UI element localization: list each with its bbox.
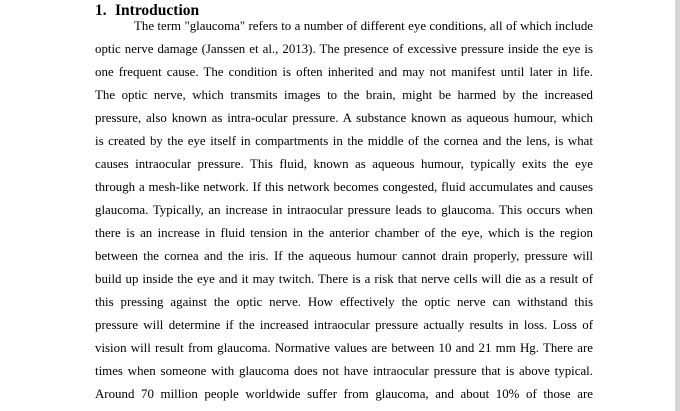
section-title: Introduction (115, 2, 200, 19)
paragraph-line: there is an increase in fluid tension in the anterior chamber of the eye, which is the region (95, 226, 593, 240)
paragraph-line: one frequent cause. The condition is often inherited and may not manifest until later in life. (95, 65, 593, 79)
paragraph-line: is created by the eye itself in compartments in the middle of the cornea and the lens, is what (95, 134, 593, 148)
paragraph-line: between the cornea and the iris. If the aqueous humour cannot drain properly, pressure will (95, 249, 593, 263)
paragraph-line: glaucoma. Typically, an increase in intraocular pressure leads to glaucoma. This occurs when (95, 203, 593, 217)
paragraph-line: times when someone with glaucoma does not have intraocular pressure that is above typical. (95, 364, 593, 378)
paragraph-line: causes intraocular pressure. This fluid, known as aqueous humour, typically exits the eye (95, 157, 593, 171)
paragraph-line: vision will result from glaucoma. Normative values are between 10 and 21 mm Hg. There are (95, 341, 593, 355)
paragraph-line: pressure, also known as intra-ocular pressure. A substance known as aqueous humour, which (95, 111, 593, 125)
paragraph-line: optic nerve damage (Janssen et al., 2013). The presence of excessive pressure inside the eye is (95, 42, 593, 56)
paragraph-line: this pressing against the optic nerve. How effectively the optic nerve can withstand this (95, 295, 593, 309)
paragraph-line: Around 70 million people worldwide suffer from glaucoma, and about 10% of those are (95, 387, 593, 401)
paragraph-line: The optic nerve, which transmits images to the brain, might be harmed by the increased (95, 88, 593, 102)
page-edge (675, 0, 680, 411)
section-number: 1. (95, 2, 107, 19)
paragraph-line: The term "glaucoma" refers to a number of different eye conditions, all of which include (134, 19, 593, 33)
paragraph-line: through a mesh-like network. If this network becomes congested, fluid accumulates and causes (95, 180, 593, 194)
paragraph-line: pressure will determine if the increased intraocular pressure actually results in loss. Loss of (95, 318, 593, 332)
paragraph-line: build up inside the eye and it may twitch. There is a risk that nerve cells will die as a result of (95, 272, 593, 286)
